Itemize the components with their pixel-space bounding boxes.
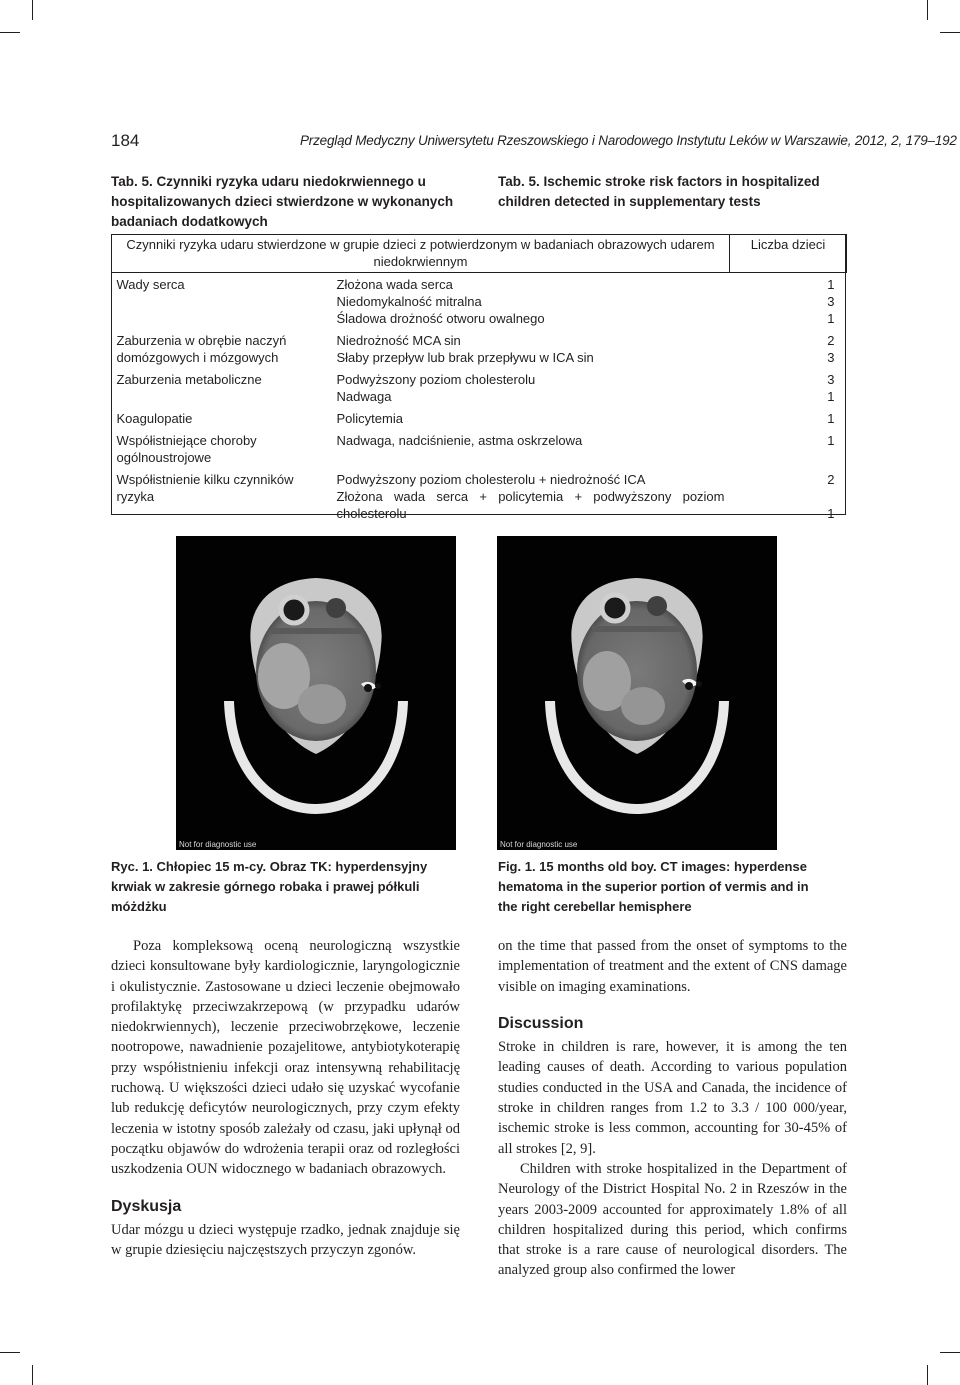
table-count: 2	[827, 472, 835, 487]
paragraph: Udar mózgu u dzieci występuje rzadko, jednak znajduje się w grupie dziesięciu najczęstszych przyczyn zgonów.	[111, 1221, 460, 1259]
table-header-count: Liczba dzieci	[730, 235, 847, 273]
table-row	[112, 468, 847, 525]
table-header-row	[112, 235, 847, 273]
table-count: 2	[827, 333, 835, 348]
risk-factors-table	[111, 234, 847, 525]
ct-disclaimer: Not for diagnostic use	[179, 840, 257, 849]
table-item: Podwyższony poziom cholesterolu	[336, 372, 536, 387]
table-cell-counts	[730, 468, 847, 525]
table-row	[112, 407, 847, 429]
table-cell-category: Zaburzenia w obrębie naczyń domózgowych i mózgowych	[116, 333, 287, 365]
table-count: 1	[827, 389, 835, 404]
figure-caption-en: Fig. 1. 15 months old boy. CT images: hyperdense hematoma in the superior portion of vermis and in the right cerebellar hemisphere	[498, 859, 809, 914]
table-count: 3	[827, 294, 835, 309]
table-item: Złożona wada serca + policytemia + podwyższony poziom cholesterolu	[336, 489, 725, 521]
right-column	[498, 936, 847, 1281]
table-cell-category: Zaburzenia metaboliczne	[116, 372, 262, 387]
table-item: Śladowa drożność otworu owalnego	[336, 311, 545, 326]
crop-mark	[940, 1352, 960, 1353]
crop-mark	[32, 1365, 33, 1385]
ct-disclaimer: Not for diagnostic use	[500, 840, 578, 849]
table-cell-items	[332, 468, 730, 525]
table-caption-pl: Tab. 5. Czynniki ryzyka udaru niedokrwiennego u hospitalizowanych dzieci stwierdzone w wykonanych badaniach dodatkowych	[111, 174, 454, 229]
paragraph: Poza kompleksową oceną neurologiczną wszystkie dzieci konsultowane były kardiologicznie, laryngologicznie i okulistycznie. Zastosowane u dzieci leczenie obejmowało profilaktykę przeciwzakrzepową (w przypadku udarów niedokrwiennych), leczenie przeciwobrzękowe, leczenie nootropowe, nawadnienie pozajelitowe, antybiotykoterapię przy współistnieniu infekcji oraz intensywną rehabilitację ruchową. U większości dzieci udało się uzyskać wycofanie lub redukcję deficytów neurologicznych, przy czym efekty leczenia w istotny sposób zależały od czasu, jaki upłynął od początku objawów do wdrożenia terapii oraz od rozległości uszkodzenia OUN widocznego w badaniach obrazowych.	[111, 938, 460, 1178]
table-cell-counts	[730, 329, 847, 368]
table-item: Złożona wada serca	[336, 277, 453, 292]
table-cell-category: Wady serca	[116, 277, 185, 292]
table-item: Nadwaga, nadciśnienie, astma oskrzelowa	[336, 433, 583, 448]
table-item: Podwyższony poziom cholesterolu + niedrożność ICA	[336, 472, 646, 487]
table-cell-category: Współistnienie kilku czynników ryzyka	[116, 472, 294, 504]
journal-header: Przegląd Medyczny Uniwersytetu Rzeszowskiego i Narodowego Instytutu Leków w Warszawie, 2012, 2, 179–192	[300, 133, 957, 148]
table-cell-category: Koagulopatie	[116, 411, 193, 426]
table-count: 3	[827, 350, 835, 365]
section-heading-pl: Dyskusja	[111, 1197, 182, 1215]
table-row	[112, 273, 847, 330]
table-count: 1	[827, 506, 835, 521]
table-cell-items	[332, 329, 730, 368]
paragraph: on the time that passed from the onset of symptoms to the implementation of treatment and the extent of CNS damage visible on imaging examinations.	[498, 938, 847, 995]
ct-image-left	[176, 536, 456, 850]
section-heading-en: Discussion	[498, 1014, 584, 1032]
table-item: Niedomykalność mitralna	[336, 294, 482, 309]
table-cell-category: Współistniejące choroby ogólnoustrojowe	[116, 433, 257, 465]
paragraph: Stroke in children is rare, however, it is among the ten leading causes of death. According to various population studies conducted in the USA and Canada, the incidence of stroke in children ranges from 1.2 to 3.3 / 100 000/year, ischemic stroke is less common, accounting for 30-45% of all strokes [2, 9].	[498, 1039, 847, 1157]
crop-mark	[0, 1352, 20, 1353]
table-cell-items	[332, 368, 730, 407]
table-cell-items	[332, 273, 730, 330]
table-item: Nadwaga	[336, 389, 392, 404]
table-cell-items	[332, 407, 730, 429]
table-row	[112, 329, 847, 368]
crop-mark	[927, 1365, 928, 1385]
figure-caption-pl: Ryc. 1. Chłopiec 15 m-cy. Obraz TK: hyperdensyjny krwiak w zakresie górnego robaka i prawej półkuli móżdżku	[111, 859, 428, 914]
ct-image-right	[497, 536, 777, 850]
table-cell-items	[332, 429, 730, 468]
table-item: Niedrożność MCA sin	[336, 333, 461, 348]
table-row	[112, 368, 847, 407]
table-cell-counts	[730, 368, 847, 407]
table-cell-counts	[730, 273, 847, 330]
crop-mark	[32, 0, 33, 20]
table-count: 3	[827, 372, 835, 387]
table-row	[112, 429, 847, 468]
table-cell-counts	[730, 407, 847, 429]
table-count: 1	[827, 411, 835, 426]
left-column	[111, 936, 460, 1260]
crop-mark	[927, 0, 928, 20]
table-caption-en: Tab. 5. Ischemic stroke risk factors in hospitalized children detected in supplementary tests	[498, 174, 820, 209]
paragraph: Children with stroke hospitalized in the Department of Neurology of the District Hospital No. 2 in Rzeszów in the years 2003-2009 accounted for approximately 1.8% of all children hospitalized during this period, which confirms that stroke is a rare cause of neurological disorders. The analyzed group also confirmed the lower	[498, 1160, 847, 1279]
table-count: 1	[827, 433, 835, 448]
table-item: Słaby przepływ lub brak przepływu w ICA sin	[336, 350, 594, 365]
table-header-factors: Czynniki ryzyka udaru stwierdzone w grupie dzieci z potwierdzonym w badaniach obrazowych udarem niedokrwiennym	[112, 235, 730, 273]
crop-mark	[940, 32, 960, 33]
table-count: 1	[827, 277, 835, 292]
ct-scan-graphic	[497, 536, 777, 850]
table-item: Policytemia	[336, 411, 403, 426]
table-cell-counts	[730, 429, 847, 468]
page-number: 184	[111, 131, 140, 150]
crop-mark	[0, 32, 20, 33]
ct-scan-graphic	[176, 536, 456, 850]
table-count: 1	[827, 311, 835, 326]
